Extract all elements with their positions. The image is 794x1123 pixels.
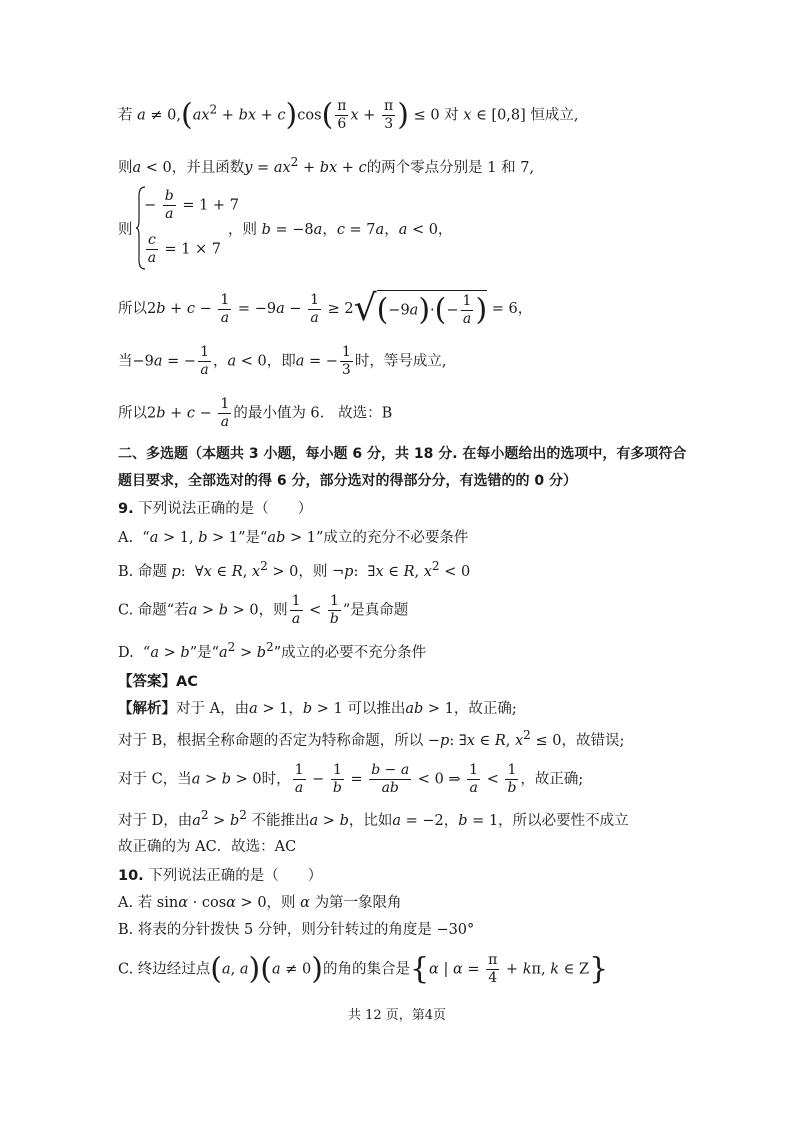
option-9b: B. 命题 p: ∀x ∈ R, $x^2 > 0$，则 ¬p: ∃x ∈ R, $x^2 < 0$ [118,559,471,580]
option-10c: C. 终边经过点(a, a)(a ≠ 0)的角的集合是{α | α = $\frac{\pi}{4}$ + kπ, k ∈ Z} [118,951,609,987]
analysis-9d: 对于 D，由$a^2 > b^2$ 不能推出a > b，比如a = −2，b = 1，所以必要性不成立 [118,808,629,829]
conclusion-9: 故正确的为 AC．故选：AC [118,839,297,855]
solution-line-1: 若 $a \ne 0,(ax^2$ + bx + c)cos( $\frac{\pi}{6}$ x + $\frac{\pi}{3}$ ) ≤ 0 对 x ∈ [0,8] 恒成立, [118,97,579,133]
option-10a: A. 若 sinα · cosα > 0，则 α 为第一象限角 [118,895,402,911]
section-heading-line-2: 题目要求，全部选对的得 6 分，部分选对的得部分分，有选错的的 0 分） [118,473,577,489]
answer-9: 【答案】AC [118,674,198,690]
option-9d: D. “a > b”是“$a^2 > b^2$”成立的必要不充分条件 [118,640,427,661]
page-footer: 共 12 页，第4页 [347,1008,447,1023]
question-10-stem: 10. 下列说法正确的是（ ） [118,868,323,884]
option-9a: A. “a > 1, b > 1”是“ab > 1”成立的充分不必要条件 [118,530,469,546]
option-9c: C. 命题“若a > b > 0，则 $\frac{1}{a}$ < $\frac{1}{b}$ ”是真命题 [118,593,409,627]
question-9-stem: 9. 下列说法正确的是（ ） [118,501,313,517]
solution-line-4: 所以2b + c − $\frac{1}{a}$ = −9a − $\frac{1}{a}$ ≥ 2√(−9a)·(− $\frac{1}{a}$ ) = 6， [118,288,533,329]
solution-line-5: 当−9a = − $\frac{1}{a}$ ，a < 0，即a = − $\frac{1}{3}$ 时，等号成立, [118,344,447,378]
analysis-9a: 【解析】对于 A，由a > 1，b > 1 可以推出ab > 1，故正确; [118,701,517,717]
section-heading-line-1: 二、多选题（本题共 3 小题，每小题 6 分，共 18 分. 在每小题给出的选项中，有多项符合 [118,446,687,462]
solution-line-6: 所以2b + c − $\frac{1}{a}$ 的最小值为 6. 故选：B [118,396,393,430]
analysis-9b: 对于 B，根据全称命题的否定为特称命题，所以 −p: ∃x ∈ R, $x^2 \le 0$，故错误; [118,728,625,749]
option-10b: B. 将表的分针拨快 5 分钟，则分针转过的角度是 −30° [118,922,475,938]
analysis-9c: 对于 C，当a > b > 0时， $\frac{1}{a}$ − $\frac{1}{b}$ = $\frac{b - a}{ab}$ < 0 ⇒ $\frac{1}{a}$ < $\frac{1}{b}$ ，故正确; [118,762,584,796]
solution-line-2: 则a < 0，并且函数$y = ax^2$ + bx + c的两个零点分别是 1 和 7, [118,155,535,176]
